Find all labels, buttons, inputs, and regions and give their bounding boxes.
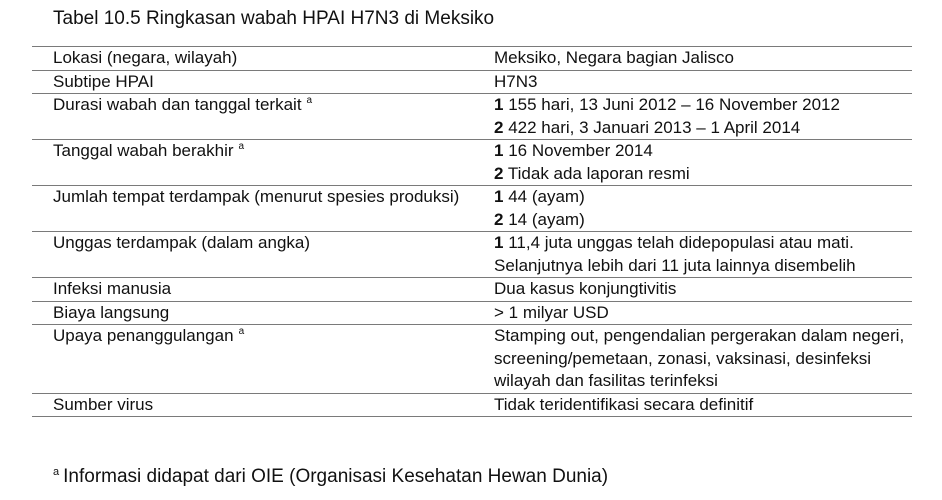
row-value-cell: [473, 232, 912, 278]
value-item: [494, 47, 908, 70]
value-text: Tidak ada laporan resmi: [507, 163, 690, 183]
row-label: Unggas terdampak (dalam angka): [53, 233, 311, 252]
value-item: [494, 209, 908, 232]
outbreak-number: 1: [494, 95, 504, 114]
table-row: [32, 232, 912, 278]
row-label: Tanggal wabah berakhir: [53, 141, 234, 160]
row-label-cell: [32, 325, 473, 394]
value-text: 14 (ayam): [508, 209, 585, 229]
footnote-reference: a: [238, 141, 245, 153]
value-text: > 1 milyar USD: [494, 302, 609, 322]
value-text: Dua kasus konjungtivitis: [494, 279, 677, 298]
row-label: Jumlah tempat terdampak (menurut spesies produksi): [53, 187, 460, 206]
value-item: [494, 302, 908, 325]
row-label: Durasi wabah dan tanggal terkait: [53, 95, 302, 114]
row-label-cell: [32, 70, 473, 94]
value-text: Tidak teridentifikasi secara definitif: [494, 394, 754, 414]
outbreak-number: 2: [494, 209, 504, 229]
row-label-cell: [32, 47, 473, 71]
row-label: Upaya penanggulangan: [53, 326, 234, 345]
table-row: [32, 186, 912, 232]
table-row: [32, 70, 912, 94]
outbreak-number: 2: [494, 163, 504, 183]
outbreak-number: 2: [494, 117, 504, 137]
value-item: [494, 186, 908, 209]
table-row: [32, 47, 912, 71]
value-item: [494, 394, 908, 417]
row-value-cell: [473, 393, 912, 417]
row-value-cell: [473, 301, 912, 325]
value-text: 422 hari, 3 Januari 2013 – 1 April 2014: [508, 117, 801, 137]
table-row: [32, 393, 912, 417]
row-label-cell: [32, 94, 473, 140]
row-label: Biaya langsung: [53, 302, 170, 322]
table-body: [32, 47, 912, 417]
table-row: [32, 94, 912, 140]
value-item: [494, 232, 908, 277]
row-label: Infeksi manusia: [53, 279, 172, 298]
row-value-cell: [473, 140, 912, 186]
value-text: Stamping out, pengendalian pergerakan dalam negeri, screening/pemetaan, zonasi, vaksinasi, desinfeksi wilayah dan fasilitas terinfeksi: [494, 326, 905, 390]
value-text: 44 (ayam): [508, 187, 585, 206]
row-label: Lokasi (negara, wilayah): [53, 48, 238, 67]
row-value-cell: [473, 325, 912, 394]
value-item: [494, 140, 908, 163]
row-label: Subtipe HPAI: [53, 71, 154, 91]
row-value-cell: [473, 94, 912, 140]
footnote-reference: a: [238, 326, 245, 338]
value-item: [494, 163, 908, 186]
row-label-cell: [32, 186, 473, 232]
table-row: [32, 140, 912, 186]
value-item: [494, 325, 908, 393]
value-item: [494, 94, 908, 117]
row-label-cell: [32, 140, 473, 186]
value-text: H7N3: [494, 71, 538, 91]
table-row: [32, 325, 912, 394]
row-value-cell: [473, 70, 912, 94]
value-text: 16 November 2014: [508, 141, 653, 160]
table-row: [32, 301, 912, 325]
outbreak-number: 1: [494, 187, 504, 206]
outbreak-number: 1: [494, 141, 504, 160]
table-row: [32, 278, 912, 302]
row-label-cell: [32, 278, 473, 302]
value-item: [494, 278, 908, 301]
row-label-cell: [32, 301, 473, 325]
row-label-cell: [32, 232, 473, 278]
table-caption: Tabel 10.5 Ringkasan wabah HPAI H7N3 di Meksiko: [53, 8, 495, 29]
footnote-reference: a: [306, 95, 313, 107]
value-text: Meksiko, Negara bagian Jalisco: [494, 48, 735, 67]
table-footnote: [53, 465, 608, 489]
outbreak-number: 1: [494, 233, 504, 252]
value-item: [494, 71, 908, 94]
row-label-cell: [32, 393, 473, 417]
row-value-cell: [473, 47, 912, 71]
value-text: 11,4 juta unggas telah didepopulasi atau mati. Selanjutnya lebih dari 11 juta lainnya disembelih: [494, 233, 856, 275]
row-value-cell: [473, 278, 912, 302]
value-text: 155 hari, 13 Juni 2012 – 16 November 2012: [508, 95, 840, 114]
footnote-marker: a: [53, 465, 60, 478]
value-item: [494, 117, 908, 140]
footnote-text: Informasi didapat dari OIE (Organisasi Kesehatan Hewan Dunia): [63, 466, 609, 487]
row-value-cell: [473, 186, 912, 232]
outbreak-summary-table: [32, 46, 912, 417]
row-label: Sumber virus: [53, 394, 154, 414]
